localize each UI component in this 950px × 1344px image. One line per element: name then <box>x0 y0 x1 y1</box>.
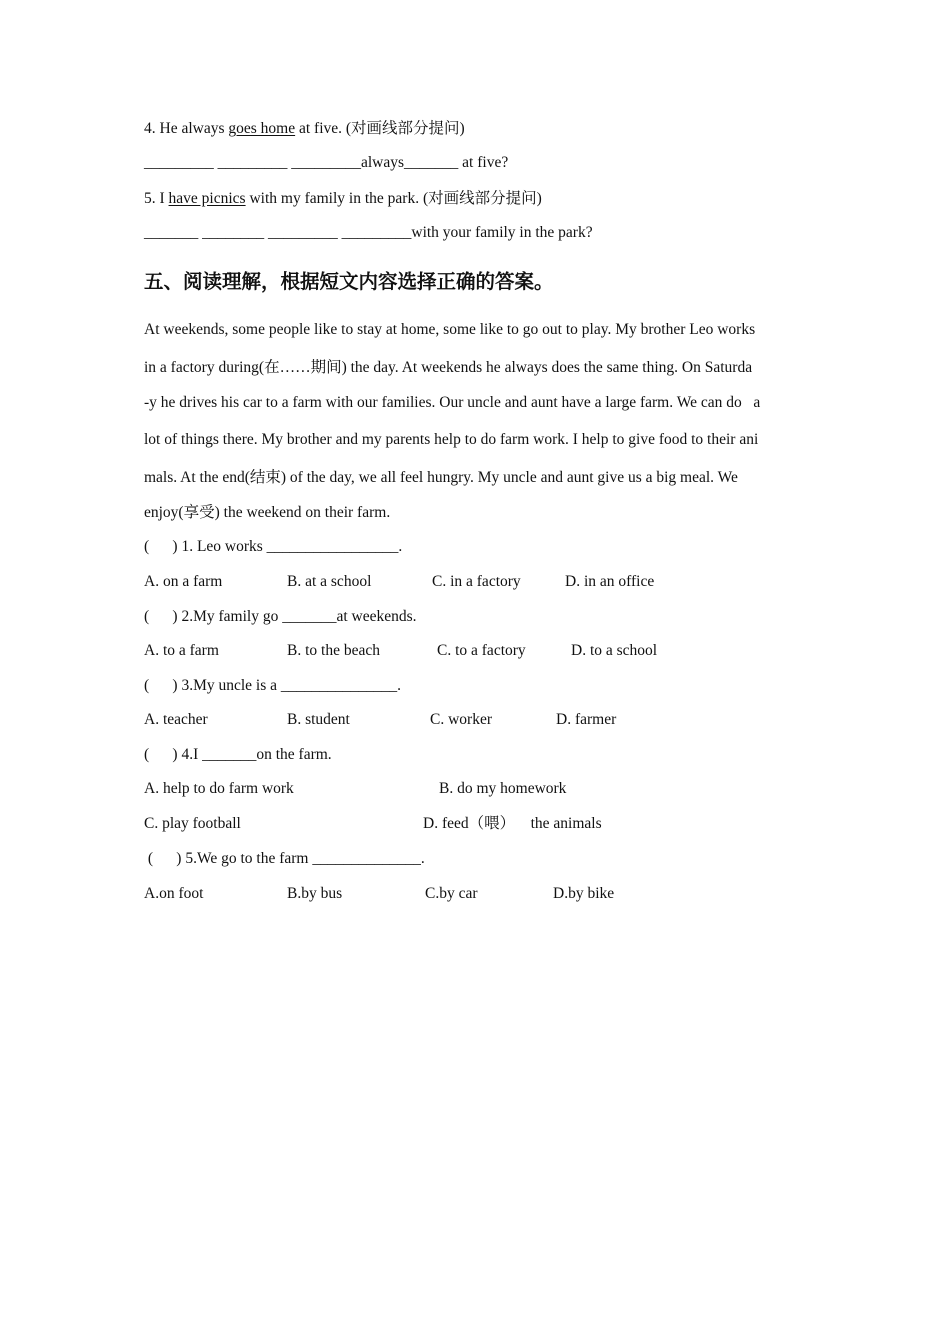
mc-question-3-option-a: A. teacher <box>144 711 208 728</box>
mc-question-2-option-c: C. to a factory <box>437 642 526 659</box>
mc-question-5-option-d: D.by bike <box>553 885 615 902</box>
mc-question-5-option-b: B.by bus <box>287 885 343 902</box>
passage-line: in a factory during(在……期间) the day. At weekends he always does the same thing. On Saturda <box>144 359 753 376</box>
passage-line: lot of things there. My brother and my parents help to do farm work. I help to give food to their ani <box>144 431 759 448</box>
mc-question-4-option-c: C. play football <box>144 815 241 832</box>
question-5-answer-line: _______ ________ _________ _________with your family in the park? <box>144 224 593 241</box>
question-4-suffix: at five. (对画线部分提问) <box>295 120 465 137</box>
mc-question-1-option-d: D. in an office <box>565 573 655 590</box>
mc-question-1-option-a: A. on a farm <box>144 573 223 590</box>
question-5-suffix: with my family in the park. (对画线部分提问) <box>245 190 542 207</box>
mc-question-2-stem: ( ) 2.My family go _______at weekends. <box>144 608 417 625</box>
mc-question-4-option-a: A. help to do farm work <box>144 780 294 797</box>
mc-question-4-stem: ( ) 4.I _______on the farm. <box>144 746 332 763</box>
section-heading: 五、阅读理解，根据短文内容选择正确的答案。 <box>144 270 554 293</box>
question-4-answer-line: _________ _________ _________always_______ at five? <box>144 154 509 171</box>
mc-question-1-option-b: B. at a school <box>287 573 372 590</box>
question-5-prefix: 5. I <box>144 190 169 207</box>
mc-question-2-option-b: B. to the beach <box>287 642 380 659</box>
mc-question-3-option-b: B. student <box>287 711 350 728</box>
passage-line: At weekends, some people like to stay at home, some like to go out to play. My brother Leo works <box>144 321 756 338</box>
mc-question-2-option-d: D. to a school <box>571 642 658 659</box>
mc-question-4-option-d: D. feed（喂） the animals <box>423 815 602 832</box>
mc-question-5-option-c: C.by car <box>425 885 478 902</box>
question-4-underlined: goes home <box>228 120 296 137</box>
passage-line: mals. At the end(结束) of the day, we all feel hungry. My uncle and aunt give us a big meal. We <box>144 469 738 486</box>
question-5-underlined: have picnics <box>168 190 246 207</box>
mc-question-4-option-b: B. do my homework <box>439 780 567 797</box>
mc-question-3-option-c: C. worker <box>430 711 492 728</box>
passage-line: enjoy(享受) the weekend on their farm. <box>144 504 391 521</box>
passage-line: -y he drives his car to a farm with our families. Our uncle and aunt have a large farm. We can do a <box>144 394 761 411</box>
mc-question-3-option-d: D. farmer <box>556 711 617 728</box>
mc-question-5-stem: ( ) 5.We go to the farm ______________. <box>144 850 425 867</box>
mc-question-5-option-a: A.on foot <box>144 885 204 902</box>
mc-question-1-option-c: C. in a factory <box>432 573 521 590</box>
question-4-prefix: 4. He always <box>144 120 229 137</box>
mc-question-3-stem: ( ) 3.My uncle is a _______________. <box>144 677 402 694</box>
mc-question-1-stem: ( ) 1. Leo works _________________. <box>144 538 403 555</box>
question-4-line <box>144 119 465 139</box>
mc-question-2-option-a: A. to a farm <box>144 642 219 659</box>
question-5-line <box>144 189 542 209</box>
